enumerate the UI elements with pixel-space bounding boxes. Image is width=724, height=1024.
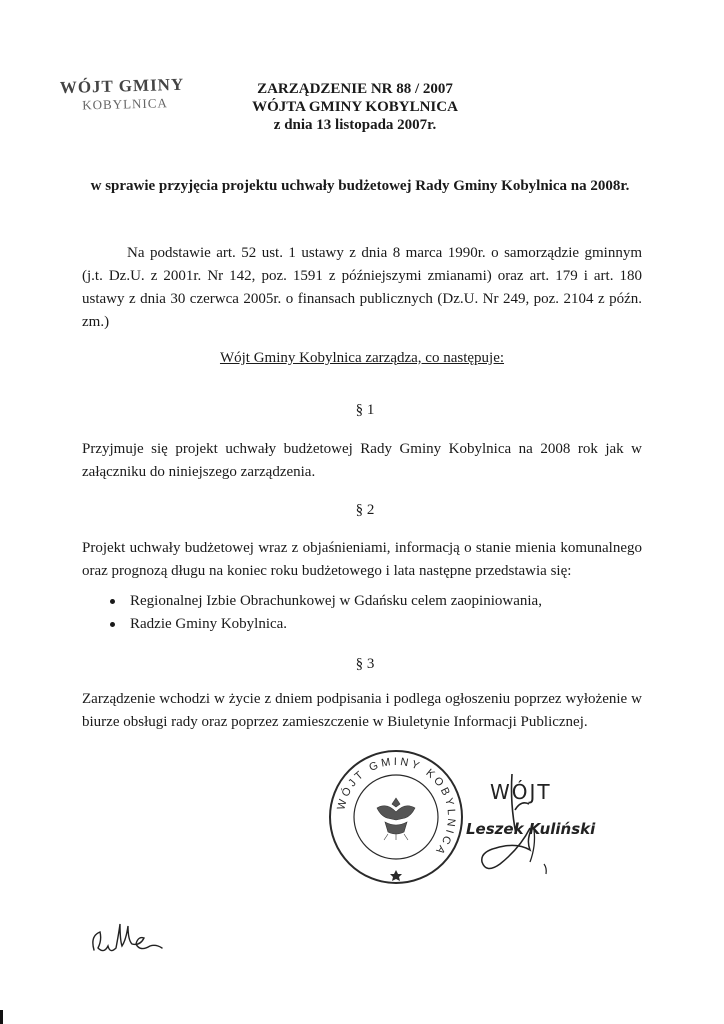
document-title: ZARZĄDZENIE NR 88 / 2007 (257, 81, 453, 97)
issuer-stamp-line1: WÓJT GMINY (59, 74, 185, 98)
section-3-title: § 3 (355, 656, 375, 672)
issuer-stamp-line2: KOBYLNICA (82, 95, 168, 113)
scan-edge-mark (0, 1010, 3, 1024)
signature-title: WÓJT (490, 780, 552, 804)
list-item: Regionalnej Izbie Obrachunkowej w Gdańsku celem zaopiniowania, (110, 590, 610, 613)
handwritten-initials (88, 920, 178, 970)
section-1-text: Przyjmuje się projekt uchwały budżetowej Rady Gminy Kobylnica na 2008 rok jak w załączniku do niniejszego zarządzenia. (82, 441, 642, 480)
official-seal-stamp (327, 748, 465, 886)
section-2-text: Projekt uchwały budżetowej wraz z objaśnieniami, informacją o stanie mienia komunalnego oraz prognozą długu na koniec roku budżetowego i lata następne przedstawia się: (82, 540, 642, 579)
issuer-stamp (60, 74, 221, 114)
document-subject: w sprawie przyjęcia projektu uchwały budżetowej Rady Gminy Kobylnica na 2008r. (90, 178, 630, 194)
eagle-emblem-icon (377, 798, 415, 840)
list-item: Radzie Gminy Kobylnica. (110, 613, 610, 636)
seal-text: WÓJT GMINY KOBYLNICA (335, 755, 458, 859)
legal-basis-paragraph: Na podstawie art. 52 ust. 1 ustawy z dnia 8 marca 1990r. o samorządzie gminnym (j.t. Dz.U. z 2001r. Nr 142, poz. 1591 z późniejszymi zmianami) oraz art. 179 i art. 180 ustawy z dnia 30 czerwca 2005r. o finansach publicznych (Dz.U. Nr 249, poz. 2104 z późn. zm.) (82, 245, 642, 330)
document-header (220, 80, 490, 134)
document-issuer: WÓJTA GMINY KOBYLNICA (252, 99, 458, 115)
decree-intro: Wójt Gminy Kobylnica zarządza, co następuje: (219, 350, 505, 366)
section-2-title: § 2 (355, 502, 375, 518)
signature-block (460, 770, 630, 880)
signatory-name: Leszek Kuliński (466, 820, 596, 838)
handwritten-signature (460, 770, 630, 880)
document-date: z dnia 13 listopada 2007r. (273, 117, 437, 133)
seal-star-icon (390, 870, 402, 881)
recipients-list (110, 590, 610, 636)
section-1-title: § 1 (355, 402, 375, 418)
section-3-text: Zarządzenie wchodzi w życie z dniem podpisania i podlega ogłoszeniu poprzez wyłożenie w biurze obsługi rady oraz poprzez zamieszczenie w Biuletynie Informacji Publicznej. (82, 691, 642, 730)
